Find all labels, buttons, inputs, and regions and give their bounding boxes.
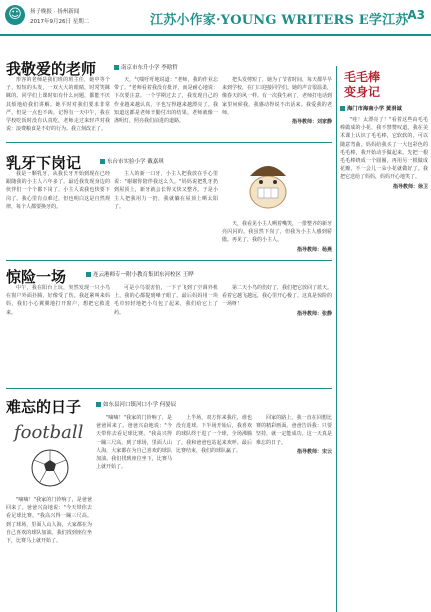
- paragraph: 中午，我在阳台上玩，突然发现一只小鸟在窗户外面扑腾，好像受了伤。我赶紧叫来妈妈，我们小心翼翼地打开窗户，想把它救进来。: [6, 285, 110, 316]
- article-column: [6, 170, 110, 254]
- location-pin-icon: [114, 65, 119, 70]
- article-title-teacher: 我敬爱的老师: [6, 60, 97, 78]
- paragraph: 我是一颗乳牙，从我长牙开始到现在已经跟随我的小主人六年多了。最近我发现身边的伙伴们一个个都下岗了，小主人说我也快要下岗了。我心里有点难过，但也明白这是自然规律，每个人都要换牙的。: [6, 171, 110, 210]
- paragraph: 天，气喘吁吁地说道："老师，我的作业忘带了。"老师看着我没有批评，而是耐心地说：下次要注意。一个学期过去了，我发现自己的作业越来越认真，字也写得越来越漂亮了。我知道这都是老师辛勤付出的结果。老师就像一盏明灯，照亮我们前进的道路。: [114, 77, 218, 125]
- paragraph: "嘀嘀！"我家的门铃响了，是爸爸回来了。爸爸兴奋地说："今天带你去看足球比赛。"我高兴得一蹦三尺高。到了球场，里面人山人海，大家都在为自己喜欢的球队加油。我们找到座位坐下，比赛马上就开始了。: [96, 415, 172, 471]
- location-pin-icon: [86, 272, 91, 277]
- paragraph: "哇！太漂亮了！"看着这些由毛毛棒做成的小花，我不禁赞叹道。我在美术课上认识了毛毛棒，它软软的，可以随意弯曲。妈妈给我买了一大包彩色的毛毛棒，我开始动手做起来。先把一根毛毛棒绕成一个圆圈，再用另一根做成花瓣，不一会儿一朵小花就做好了。我把它送给了妈妈，妈妈开心地笑了。: [340, 117, 428, 181]
- paragraph: 上半场，双方你来我往，谁也没有进球。下半场开始后，我喜欢的球队终于进了一个球，全场沸腾了，我和爸爸也站起来欢呼。最后比赛结束，我们的球队赢了。: [176, 415, 252, 454]
- article-byline-thrill: [86, 270, 194, 278]
- sidebar-title-line: 变身记: [344, 85, 381, 99]
- article-column: [6, 284, 110, 384]
- teacher-credit: 指导教师：宋云: [296, 448, 332, 455]
- teacher-credit: 指导教师：杨燕: [296, 246, 332, 253]
- article-column: [114, 284, 218, 384]
- paragraph: 形容的老师是我们班的班主任，她中等个子，短短的头发，一双大大的眼睛，时常笑眯眯的。同学们上课时如有什么问题，都能不厌其烦地给我们讲解。她平时对我们要求非常严，但是一点也不凶。记得有一天中午，我在学校吃饭时没有认真吃，老师走过来轻声对我说：浪费粮食是不好的行为。我立刻改正了。: [6, 77, 110, 133]
- location-pin-icon: [96, 402, 101, 407]
- sidebar-article-byline: [340, 104, 402, 112]
- paragraph: 第二天小鸟的伤好了，我们把它放回了蓝天。看着它越飞越远，我心里开心极了。这真是惊险的一场呀！: [222, 285, 332, 308]
- paragraph: 主人的新一口牙，小主人把我放在手心里说："谢谢你陪伴我这么久。"妈妈说把乳牙扔到屋顶上，新牙就会长得又快又整齐。于是小主人把我用力一扔，我就躺在屋顶上晒太阳了。: [114, 171, 218, 210]
- divider: [6, 142, 332, 143]
- article-byline-baby-tooth: [100, 157, 164, 165]
- article-column: [176, 414, 252, 606]
- article-column: [222, 76, 332, 138]
- article-column: [96, 414, 172, 606]
- article-column: [222, 284, 332, 384]
- teacher-credit: 指导教师：刘家静: [291, 119, 332, 126]
- byline-text: 海门市海南小学 黄涓诚: [347, 106, 402, 112]
- paragraph: "嘀嘀！"我家的门铃响了，是爸爸回来了。爸爸兴奋地说："今天带你去看足球比赛。"我高兴得一蹦三尺高。到了球场，里面人山人海，大家都在为自己喜欢的球队加油。我们找到座位坐下，比赛马上就开始了。: [6, 497, 92, 545]
- location-pin-icon: [340, 106, 345, 111]
- football-illustration-label: football: [14, 422, 84, 443]
- byline-text: 南京市东升小学 李晗哲: [121, 65, 178, 71]
- article-column: [222, 220, 332, 256]
- article-column: [6, 496, 92, 606]
- sidebar-column: [340, 116, 428, 602]
- article-column: [114, 170, 218, 254]
- paragraph: 把头发剪短了，她为了节省时间，每天都早早来到学校，在门口迎接同学们。她的声音很温柔，像春天的风一样。有一次我生病了，老师打电话到家里问候我，我感动得说不出话来。我爱我的老师。: [222, 77, 332, 116]
- article-column: [6, 76, 110, 138]
- paragraph: 回家的路上，我一直在回想比赛的精彩画面。爸爸告诉我：只要坚持，就一定能成功。这一天真是难忘的日子。: [256, 415, 332, 446]
- article-column: [114, 76, 218, 138]
- football-illustration: [6, 416, 92, 492]
- article-column: [256, 414, 332, 606]
- article-byline-unforgettable-day: [96, 400, 176, 408]
- paragraph: 可是小鸟很害怕，一下子飞到了空调外机上，我的心都提到嗓子眼了。最后妈妈用一块毛巾轻轻地把小鸟包了起来，我们给它上了药。: [114, 285, 218, 316]
- sidebar-title-line: 毛毛棒: [344, 70, 381, 84]
- location-pin-icon: [100, 159, 105, 164]
- page-number: A3: [407, 8, 425, 22]
- article-title-unforgettable-day: 难忘的日子: [6, 398, 82, 416]
- sidebar-article-title: [344, 70, 380, 100]
- article-title-thrill: 惊险一场: [6, 268, 67, 286]
- byline-text: 东台市实验小学 戴嘉琪: [107, 159, 164, 165]
- page-header: [0, 0, 431, 36]
- teacher-credit: 指导教师：张静: [296, 310, 332, 317]
- byline-text: 连云港师专一附小教育集团东河校区 王晔: [93, 272, 194, 278]
- tooth-illustration: [228, 152, 312, 218]
- divider: [6, 388, 332, 389]
- article-title-baby-tooth: 乳牙下岗记: [6, 154, 82, 172]
- paragraph: 天，我看见小主人咧着嘴笑，一排整齐的新牙亮闪闪的。我虽然下岗了，但我为小主人感到骄傲。再见了，我的小主人。: [222, 221, 332, 244]
- newspaper-logo-text: ☺: [8, 7, 22, 22]
- section-title: 江苏小作家·YOUNG WRITERS E学江苏: [150, 13, 409, 28]
- newspaper-logo: [5, 5, 25, 25]
- teacher-credit: 指导教师：徐卫: [392, 183, 428, 190]
- publication-name: 扬子晚报 · 扬州新闻: [30, 9, 80, 15]
- publication-date: 2017年9月26日 星期二: [30, 19, 90, 25]
- article-byline-teacher: [114, 63, 178, 71]
- byline-text: 如东县河口镇河口小学 何晏辰: [103, 402, 177, 408]
- divider: [6, 260, 332, 261]
